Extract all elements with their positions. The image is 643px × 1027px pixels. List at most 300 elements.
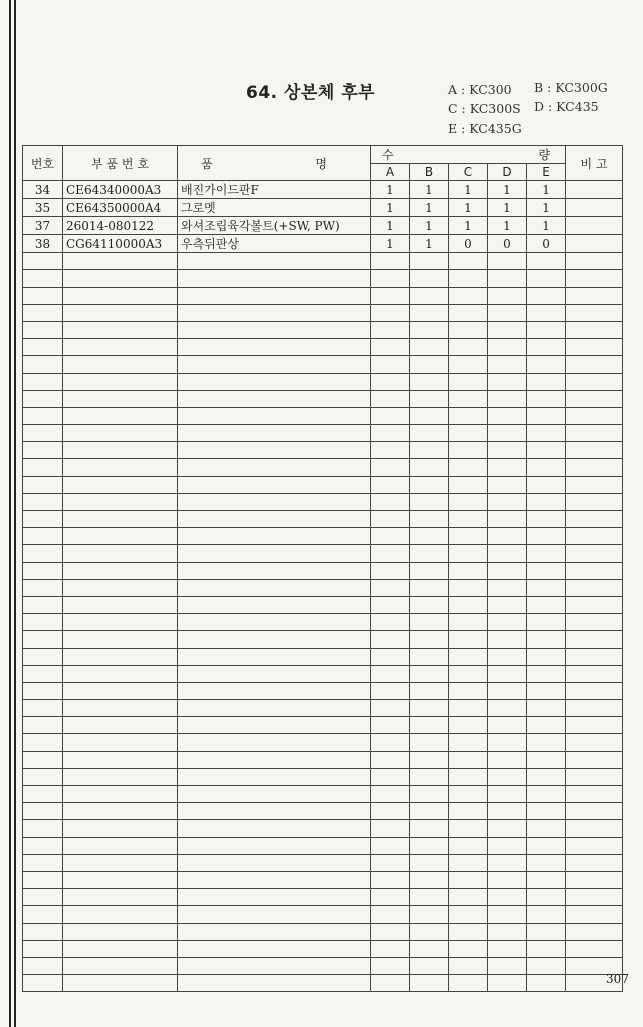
cell-name (178, 717, 371, 734)
cell-qty-a (371, 717, 410, 734)
cell-qty-b (410, 906, 449, 923)
cell-qty-d (488, 854, 527, 871)
cell-name (178, 459, 371, 476)
cell-qty-b (410, 768, 449, 785)
cell-qty-c (449, 786, 488, 803)
cell-qty-a (371, 287, 410, 304)
cell-part-no (63, 562, 178, 579)
cell-qty-b (410, 339, 449, 356)
blank-row (23, 631, 623, 648)
cell-qty-a (371, 889, 410, 906)
cell-qty-d (488, 304, 527, 321)
blank-row (23, 682, 623, 699)
cell-part-no (63, 700, 178, 717)
blank-row (23, 579, 623, 596)
cell-part-no (63, 803, 178, 820)
cell-qty-a (371, 631, 410, 648)
blank-row (23, 940, 623, 957)
cell-qty-a (371, 304, 410, 321)
cell-qty-e (527, 631, 566, 648)
model-legend-b: B : KC300G (534, 80, 608, 95)
cell-qty-e (527, 906, 566, 923)
cell-qty-a (371, 906, 410, 923)
cell-qty-a (371, 820, 410, 837)
cell-qty-e (527, 717, 566, 734)
cell-qty-a (371, 339, 410, 356)
cell-qty-c (449, 648, 488, 665)
cell-qty-d (488, 511, 527, 528)
cell-qty-e (527, 871, 566, 888)
cell-note (566, 493, 623, 510)
cell-no (23, 786, 63, 803)
cell-note (566, 425, 623, 442)
cell-qty-c: 1 (449, 199, 488, 217)
cell-qty-c (449, 889, 488, 906)
cell-part-no (63, 665, 178, 682)
cell-part-no (63, 390, 178, 407)
cell-part-no (63, 596, 178, 613)
cell-qty-c (449, 871, 488, 888)
cell-name (178, 923, 371, 940)
cell-no: 37 (23, 217, 63, 235)
cell-qty-e (527, 321, 566, 338)
cell-name (178, 871, 371, 888)
cell-no (23, 614, 63, 631)
cell-note (566, 751, 623, 768)
cell-qty-d (488, 287, 527, 304)
parts-table (22, 145, 623, 992)
cell-name (178, 803, 371, 820)
cell-no (23, 339, 63, 356)
cell-qty-c (449, 579, 488, 596)
cell-note (566, 459, 623, 476)
cell-qty-a (371, 390, 410, 407)
blank-row (23, 803, 623, 820)
cell-qty-b (410, 940, 449, 957)
blank-row (23, 270, 623, 287)
cell-part-no (63, 407, 178, 424)
cell-qty-b (410, 820, 449, 837)
cell-name (178, 287, 371, 304)
cell-name (178, 820, 371, 837)
blank-row (23, 321, 623, 338)
cell-part-no (63, 270, 178, 287)
cell-part-no (63, 356, 178, 373)
blank-row (23, 837, 623, 854)
cell-qty-e (527, 786, 566, 803)
header-model-e: E (527, 164, 566, 181)
cell-part-no (63, 957, 178, 974)
header-name-left: 품 (201, 156, 213, 171)
cell-no (23, 596, 63, 613)
cell-part-no (63, 528, 178, 545)
cell-qty-a (371, 751, 410, 768)
cell-qty-a (371, 270, 410, 287)
cell-qty-e (527, 339, 566, 356)
cell-no: 35 (23, 199, 63, 217)
cell-qty-b: 1 (410, 199, 449, 217)
cell-name (178, 425, 371, 442)
cell-part-no (63, 339, 178, 356)
cell-qty-d (488, 700, 527, 717)
cell-qty-c (449, 596, 488, 613)
cell-note (566, 235, 623, 253)
cell-qty-b (410, 321, 449, 338)
cell-qty-e: 0 (527, 235, 566, 253)
cell-qty-e (527, 528, 566, 545)
cell-name (178, 373, 371, 390)
cell-name (178, 957, 371, 974)
cell-no (23, 648, 63, 665)
cell-name (178, 562, 371, 579)
blank-row (23, 665, 623, 682)
header-model-a: A (371, 164, 410, 181)
blank-row (23, 614, 623, 631)
cell-qty-c (449, 751, 488, 768)
cell-name (178, 734, 371, 751)
cell-name (178, 270, 371, 287)
cell-qty-c (449, 253, 488, 270)
cell-qty-a (371, 614, 410, 631)
cell-qty-b (410, 304, 449, 321)
blank-row (23, 820, 623, 837)
cell-name (178, 476, 371, 493)
cell-no (23, 854, 63, 871)
cell-no (23, 476, 63, 493)
cell-note (566, 665, 623, 682)
cell-qty-c (449, 373, 488, 390)
cell-qty-e (527, 820, 566, 837)
cell-qty-a: 1 (371, 181, 410, 199)
cell-no (23, 511, 63, 528)
cell-name (178, 339, 371, 356)
cell-qty-a (371, 373, 410, 390)
cell-no (23, 579, 63, 596)
header-model-c: C (449, 164, 488, 181)
cell-no (23, 734, 63, 751)
cell-no (23, 270, 63, 287)
cell-note (566, 906, 623, 923)
cell-part-no (63, 321, 178, 338)
table-row (23, 199, 623, 217)
cell-part-no (63, 940, 178, 957)
cell-no (23, 304, 63, 321)
cell-name (178, 304, 371, 321)
header-no: 번호 (23, 146, 63, 181)
cell-note (566, 682, 623, 699)
cell-qty-d (488, 442, 527, 459)
cell-qty-b (410, 287, 449, 304)
cell-qty-b (410, 356, 449, 373)
cell-qty-b (410, 425, 449, 442)
blank-row (23, 493, 623, 510)
cell-qty-b (410, 837, 449, 854)
cell-qty-d (488, 734, 527, 751)
blank-row (23, 253, 623, 270)
cell-qty-b (410, 528, 449, 545)
header-model-b: B (410, 164, 449, 181)
cell-qty-d (488, 906, 527, 923)
cell-part-no (63, 975, 178, 992)
blank-row (23, 975, 623, 992)
cell-qty-c (449, 768, 488, 785)
cell-qty-c (449, 459, 488, 476)
cell-qty-a (371, 442, 410, 459)
cell-qty-a (371, 854, 410, 871)
cell-no (23, 820, 63, 837)
cell-part-no (63, 614, 178, 631)
cell-no (23, 407, 63, 424)
cell-qty-c (449, 923, 488, 940)
cell-qty-e (527, 253, 566, 270)
cell-qty-d (488, 837, 527, 854)
cell-name (178, 700, 371, 717)
header-name-right: 명 (315, 156, 327, 171)
cell-qty-b (410, 511, 449, 528)
cell-qty-d (488, 356, 527, 373)
cell-note (566, 614, 623, 631)
cell-note (566, 889, 623, 906)
cell-qty-c: 1 (449, 217, 488, 235)
cell-part-no (63, 545, 178, 562)
table-row (23, 235, 623, 253)
cell-qty-b (410, 871, 449, 888)
cell-part-no (63, 734, 178, 751)
cell-name (178, 837, 371, 854)
cell-qty-d (488, 407, 527, 424)
cell-qty-d (488, 253, 527, 270)
cell-qty-a (371, 459, 410, 476)
header-name (178, 146, 371, 181)
cell-name (178, 631, 371, 648)
cell-no (23, 700, 63, 717)
cell-qty-e (527, 751, 566, 768)
blank-row (23, 700, 623, 717)
cell-name: 와셔조립육각볼트(+SW, PW) (178, 217, 371, 235)
blank-row (23, 425, 623, 442)
cell-qty-c (449, 700, 488, 717)
cell-qty-a (371, 321, 410, 338)
cell-no (23, 287, 63, 304)
cell-qty-c (449, 854, 488, 871)
cell-note (566, 390, 623, 407)
cell-note (566, 820, 623, 837)
cell-qty-a (371, 923, 410, 940)
cell-qty-e (527, 889, 566, 906)
cell-qty-e (527, 682, 566, 699)
cell-qty-c (449, 407, 488, 424)
cell-qty-d (488, 596, 527, 613)
cell-qty-b (410, 390, 449, 407)
cell-part-no (63, 889, 178, 906)
cell-qty-d (488, 682, 527, 699)
cell-name: 우측뒤판상 (178, 235, 371, 253)
cell-qty-b (410, 700, 449, 717)
cell-qty-c (449, 390, 488, 407)
cell-name (178, 906, 371, 923)
cell-qty-e (527, 957, 566, 974)
cell-note (566, 407, 623, 424)
cell-part-no (63, 304, 178, 321)
cell-qty-e (527, 768, 566, 785)
cell-name (178, 493, 371, 510)
cell-no (23, 373, 63, 390)
model-legend-d: D : KC435 (534, 99, 599, 114)
cell-note (566, 734, 623, 751)
cell-qty-d (488, 803, 527, 820)
cell-qty-c (449, 270, 488, 287)
cell-qty-d: 1 (488, 199, 527, 217)
cell-qty-d (488, 940, 527, 957)
cell-part-no: CG64110000A3 (63, 235, 178, 253)
cell-note (566, 596, 623, 613)
cell-qty-d (488, 975, 527, 992)
cell-note (566, 181, 623, 199)
cell-name (178, 614, 371, 631)
cell-qty-a (371, 734, 410, 751)
cell-part-no (63, 837, 178, 854)
cell-no (23, 631, 63, 648)
cell-part-no (63, 854, 178, 871)
cell-qty-a (371, 562, 410, 579)
cell-no (23, 682, 63, 699)
cell-qty-b: 1 (410, 217, 449, 235)
cell-qty-d (488, 889, 527, 906)
blank-row (23, 390, 623, 407)
cell-qty-e (527, 425, 566, 442)
cell-qty-d (488, 614, 527, 631)
cell-name (178, 356, 371, 373)
cell-qty-b (410, 459, 449, 476)
cell-part-no (63, 648, 178, 665)
header-model-d: D (488, 164, 527, 181)
header-row (23, 146, 623, 164)
cell-note (566, 871, 623, 888)
cell-qty-b (410, 631, 449, 648)
cell-qty-d (488, 528, 527, 545)
cell-qty-e (527, 356, 566, 373)
blank-row (23, 768, 623, 785)
cell-qty-e (527, 614, 566, 631)
cell-qty-b (410, 975, 449, 992)
cell-name (178, 889, 371, 906)
cell-qty-e (527, 803, 566, 820)
blank-row (23, 528, 623, 545)
blank-row (23, 545, 623, 562)
cell-qty-c (449, 545, 488, 562)
blank-row (23, 511, 623, 528)
cell-note (566, 253, 623, 270)
cell-note (566, 562, 623, 579)
cell-no (23, 871, 63, 888)
cell-qty-a (371, 648, 410, 665)
blank-row (23, 356, 623, 373)
cell-qty-b (410, 253, 449, 270)
cell-qty-b (410, 493, 449, 510)
cell-qty-b (410, 803, 449, 820)
cell-qty-e (527, 648, 566, 665)
header-part-no: 부 품 번 호 (63, 146, 178, 181)
cell-part-no (63, 287, 178, 304)
cell-part-no: CE64350000A4 (63, 199, 178, 217)
cell-qty-b (410, 665, 449, 682)
cell-qty-a (371, 837, 410, 854)
cell-qty-a (371, 528, 410, 545)
model-legend-a: A : KC300 (448, 82, 512, 97)
blank-row (23, 373, 623, 390)
cell-name: 그로멧 (178, 199, 371, 217)
cell-qty-a (371, 596, 410, 613)
cell-no (23, 923, 63, 940)
cell-qty-d (488, 545, 527, 562)
cell-note (566, 648, 623, 665)
cell-qty-a (371, 768, 410, 785)
cell-qty-e (527, 390, 566, 407)
cell-no (23, 751, 63, 768)
cell-part-no (63, 786, 178, 803)
cell-name (178, 682, 371, 699)
cell-qty-a: 1 (371, 217, 410, 235)
cell-qty-d (488, 648, 527, 665)
cell-qty-c (449, 476, 488, 493)
cell-qty-a: 1 (371, 235, 410, 253)
cell-qty-b (410, 545, 449, 562)
cell-qty-c: 1 (449, 181, 488, 199)
cell-part-no: CE64340000A3 (63, 181, 178, 199)
cell-qty-b (410, 889, 449, 906)
cell-no (23, 493, 63, 510)
cell-qty-e (527, 511, 566, 528)
cell-qty-e (527, 579, 566, 596)
cell-qty-c (449, 734, 488, 751)
cell-qty-c (449, 287, 488, 304)
cell-no (23, 425, 63, 442)
cell-no (23, 803, 63, 820)
cell-no (23, 665, 63, 682)
cell-name (178, 528, 371, 545)
cell-note (566, 356, 623, 373)
cell-qty-d (488, 321, 527, 338)
cell-qty-b (410, 596, 449, 613)
cell-qty-e: 1 (527, 181, 566, 199)
cell-qty-a (371, 975, 410, 992)
blank-row (23, 339, 623, 356)
cell-qty-b (410, 270, 449, 287)
cell-qty-c (449, 442, 488, 459)
cell-note (566, 270, 623, 287)
cell-note (566, 545, 623, 562)
cell-part-no (63, 253, 178, 270)
cell-qty-b: 1 (410, 181, 449, 199)
cell-note (566, 321, 623, 338)
cell-qty-d (488, 820, 527, 837)
blank-row (23, 717, 623, 734)
cell-qty-a (371, 940, 410, 957)
cell-note (566, 768, 623, 785)
cell-part-no (63, 682, 178, 699)
cell-note (566, 373, 623, 390)
cell-note (566, 923, 623, 940)
cell-qty-a (371, 476, 410, 493)
cell-note (566, 717, 623, 734)
cell-qty-b (410, 923, 449, 940)
cell-qty-e (527, 545, 566, 562)
cell-qty-e (527, 940, 566, 957)
cell-note (566, 442, 623, 459)
cell-qty-e (527, 287, 566, 304)
cell-qty-d: 1 (488, 181, 527, 199)
cell-name (178, 854, 371, 871)
